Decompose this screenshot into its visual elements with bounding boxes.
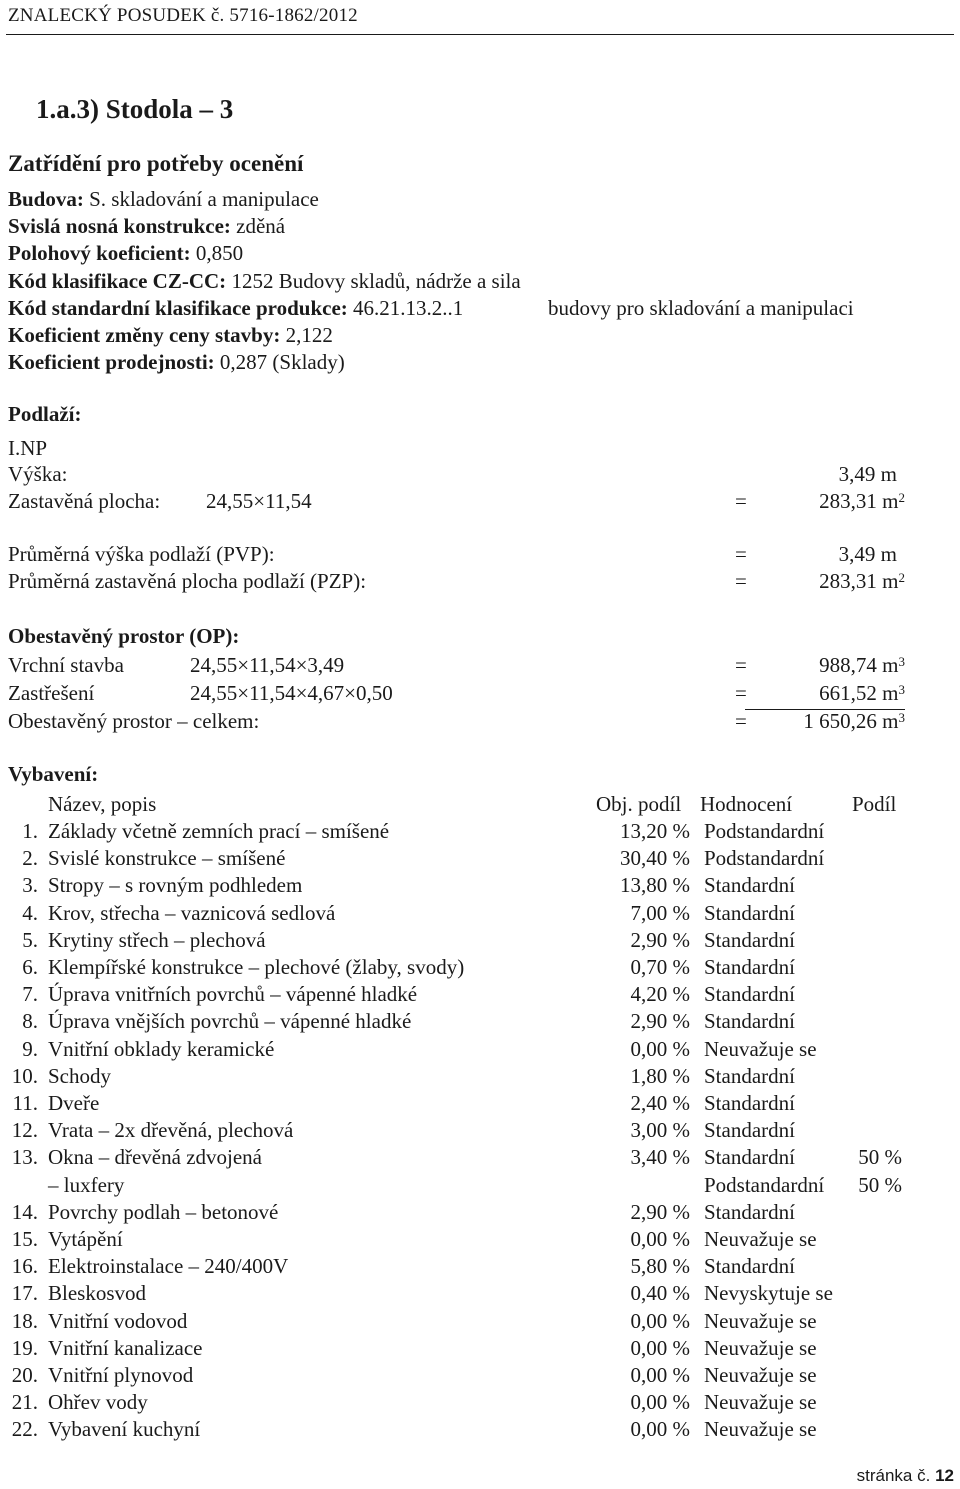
row-share: 0,00 %	[630, 1336, 690, 1360]
row-name: Základy včetně zemních prací – smíšené	[48, 819, 390, 843]
row-share: 13,20 %	[620, 819, 690, 843]
row-name: Krov, střecha – vaznicová sedlová	[48, 901, 336, 925]
row-name: Vnitřní plynovod	[48, 1363, 194, 1387]
row-share: 2,90 %	[630, 928, 690, 952]
floors-heading: Podlaží:	[8, 402, 82, 426]
row-number: 1.	[22, 819, 38, 843]
class-row-sk-code: Kód standardní klasifikace produkce: 46.21.13.2..1	[8, 296, 464, 320]
row-number: 22.	[11, 1417, 38, 1441]
row-rating: Standardní	[704, 1145, 795, 1169]
area-label: Zastavěná plocha:	[8, 489, 161, 513]
row-number: 20.	[11, 1363, 38, 1387]
row-number: 16.	[11, 1254, 38, 1278]
volume-row-eq: =	[735, 681, 747, 705]
row-rating: Podstandardní	[704, 819, 825, 843]
row-share: 0,00 %	[630, 1417, 690, 1441]
row-share: 0,00 %	[630, 1037, 690, 1061]
area-formula: 24,55×11,54	[206, 489, 312, 513]
row-part: 50 %	[858, 1145, 902, 1169]
volume-row-label: Vrchní stavba	[8, 653, 124, 677]
class-row-sk-desc: budovy pro skladování a manipulaci	[548, 296, 854, 320]
row-number: 12.	[11, 1118, 38, 1142]
row-number: 5.	[22, 928, 38, 952]
pzp-eq: =	[735, 569, 747, 593]
row-share: 0,00 %	[630, 1309, 690, 1333]
row-name: Ohřev vody	[48, 1390, 148, 1414]
row-name: Vrata – 2x dřevěná, plechová	[48, 1118, 294, 1142]
col-share-header: Obj. podíl	[596, 792, 682, 816]
class-row-building: Budova: S. skladování a manipulace	[8, 187, 319, 211]
volume-row-label: Zastřešení	[8, 681, 95, 705]
volume-row-value: 988,74 $m^3$	[819, 653, 905, 677]
col-rating-header: Hodnocení	[700, 792, 793, 816]
row-name: Elektroinstalace – 240/400V	[48, 1254, 289, 1278]
class-row-position-coef: Polohový koeficient: 0,850	[8, 241, 244, 265]
row-name: Schody	[48, 1064, 111, 1088]
volume-row-formula: 24,55×11,54×3,49	[190, 653, 345, 677]
row-name: Krytiny střech – plechová	[48, 928, 266, 952]
class-row-structure: Svislá nosná konstrukce: zděná	[8, 214, 286, 238]
page-number: 12	[935, 1466, 954, 1485]
row-rating: Neuvažuje se	[704, 1227, 817, 1251]
row-share: 2,90 %	[630, 1200, 690, 1224]
row-share: 5,80 %	[630, 1254, 690, 1278]
row-share: 4,20 %	[630, 982, 690, 1006]
row-share: 2,40 %	[630, 1091, 690, 1115]
row-name: Okna – dřevěná zdvojená	[48, 1145, 262, 1169]
row-rating: Podstandardní	[704, 846, 825, 870]
area-value: 283,31 $m^2$	[819, 489, 905, 513]
volume-heading: Obestavěný prostor (OP):	[8, 624, 240, 648]
row-number: 19.	[11, 1336, 38, 1360]
row-rating: Standardní	[704, 928, 795, 952]
volume-total-label: Obestavěný prostor – celkem:	[8, 709, 260, 733]
classification-heading: Zatřídění pro potřeby ocenění	[8, 151, 304, 176]
volume-row-formula: 24,55×11,54×4,67×0,50	[190, 681, 393, 705]
row-name: – luxfery	[48, 1173, 125, 1197]
document-title: ZNALECKÝ POSUDEK č. 5716-1862/2012	[8, 5, 358, 26]
row-share: 0,40 %	[630, 1281, 690, 1305]
row-rating: Neuvažuje se	[704, 1336, 817, 1360]
row-rating: Nevyskytuje se	[704, 1281, 833, 1305]
floor-name: I.NP	[8, 436, 48, 460]
pzp-value: 283,31 $m^2$	[819, 569, 905, 593]
row-name: Klempířské konstrukce – plechové (žlaby, svody)	[48, 955, 465, 979]
class-row-czcc: Kód klasifikace CZ-CC: 1252 Budovy skladů, nádrže a sila	[8, 269, 521, 293]
row-number: 11.	[12, 1091, 38, 1115]
row-share: 0,00 %	[630, 1363, 690, 1387]
row-number: 3.	[22, 873, 38, 897]
row-share: 7,00 %	[630, 901, 690, 925]
row-number: 14.	[11, 1200, 38, 1224]
row-number: 17.	[11, 1281, 38, 1305]
row-number: 6.	[22, 955, 38, 979]
row-share: 0,00 %	[630, 1390, 690, 1414]
row-name: Svislé konstrukce – smíšené	[48, 846, 286, 870]
pvp-eq: =	[735, 542, 747, 566]
row-name: Úprava vnějších povrchů – vápenné hladké	[48, 1009, 412, 1033]
pvp-label: Průměrná výška podlaží (PVP):	[8, 542, 275, 566]
row-number: 2.	[22, 846, 38, 870]
row-number: 8.	[22, 1009, 38, 1033]
row-share: 3,40 %	[630, 1145, 690, 1169]
row-rating: Standardní	[704, 1118, 795, 1142]
height-label: Výška:	[8, 462, 68, 486]
volume-total-value: 1 650,26 $m^3$	[803, 709, 905, 733]
row-share: 30,40 %	[620, 846, 690, 870]
volume-total-eq: =	[735, 709, 747, 733]
row-share: 1,80 %	[630, 1064, 690, 1088]
row-rating: Podstandardní	[704, 1173, 825, 1197]
row-name: Vytápění	[48, 1227, 123, 1251]
row-name: Stropy – s rovným podhledem	[48, 873, 303, 897]
equipment-heading: Vybavení:	[8, 762, 99, 786]
row-name: Úprava vnitřních povrchů – vápenné hladké	[48, 982, 418, 1006]
height-value: 3,49 m	[838, 462, 897, 486]
pvp-value: 3,49 m	[838, 542, 897, 566]
area-eq: =	[735, 489, 747, 513]
row-rating: Standardní	[704, 873, 795, 897]
row-number: 7.	[22, 982, 38, 1006]
footer-label: stránka č.	[856, 1466, 931, 1485]
row-number: 10.	[11, 1064, 38, 1088]
row-share: 3,00 %	[630, 1118, 690, 1142]
row-rating: Standardní	[704, 1091, 795, 1115]
row-rating: Standardní	[704, 901, 795, 925]
row-name: Vnitřní kanalizace	[48, 1336, 203, 1360]
row-rating: Standardní	[704, 1064, 795, 1088]
row-share: 0,70 %	[630, 955, 690, 979]
row-number: 9.	[22, 1037, 38, 1061]
row-number: 4.	[22, 901, 38, 925]
row-rating: Standardní	[704, 1254, 795, 1278]
row-name: Vnitřní obklady keramické	[48, 1037, 275, 1061]
row-number: 18.	[11, 1309, 38, 1333]
row-number: 15.	[11, 1227, 38, 1251]
class-row-price-coef: Koeficient změny ceny stavby: 2,122	[8, 323, 333, 347]
row-rating: Standardní	[704, 955, 795, 979]
row-rating: Standardní	[704, 1200, 795, 1224]
row-rating: Standardní	[704, 1009, 795, 1033]
col-name-header: Název, popis	[48, 792, 157, 816]
row-share: 0,00 %	[630, 1227, 690, 1251]
row-name: Vybavení kuchyní	[48, 1417, 201, 1441]
row-name: Vnitřní vodovod	[48, 1309, 188, 1333]
class-row-sale-coef: Koeficient prodejnosti: 0,287 (Sklady)	[8, 350, 345, 374]
row-name: Bleskosvod	[48, 1281, 147, 1305]
col-part-header: Podíl	[852, 792, 897, 816]
row-name: Dveře	[48, 1091, 100, 1115]
volume-row-value: 661,52 $m^3$	[819, 681, 905, 705]
volume-row-eq: =	[735, 653, 747, 677]
row-rating: Neuvažuje se	[704, 1390, 817, 1414]
row-share: 13,80 %	[620, 873, 690, 897]
row-rating: Neuvažuje se	[704, 1363, 817, 1387]
page-footer	[857, 1466, 954, 1486]
pzp-label: Průměrná zastavěná plocha podlaží (PZP):	[8, 569, 367, 593]
row-name: Povrchy podlah – betonové	[48, 1200, 279, 1224]
row-rating: Neuvažuje se	[704, 1417, 817, 1441]
page-header	[6, 0, 954, 35]
row-share: 2,90 %	[630, 1009, 690, 1033]
row-number: 13.	[11, 1145, 38, 1169]
row-part: 50 %	[858, 1173, 902, 1197]
row-rating: Neuvažuje se	[704, 1037, 817, 1061]
row-rating: Standardní	[704, 982, 795, 1006]
section-title: 1.a.3) Stodola – 3	[36, 94, 234, 124]
row-number: 21.	[11, 1390, 38, 1414]
row-rating: Neuvažuje se	[704, 1309, 817, 1333]
